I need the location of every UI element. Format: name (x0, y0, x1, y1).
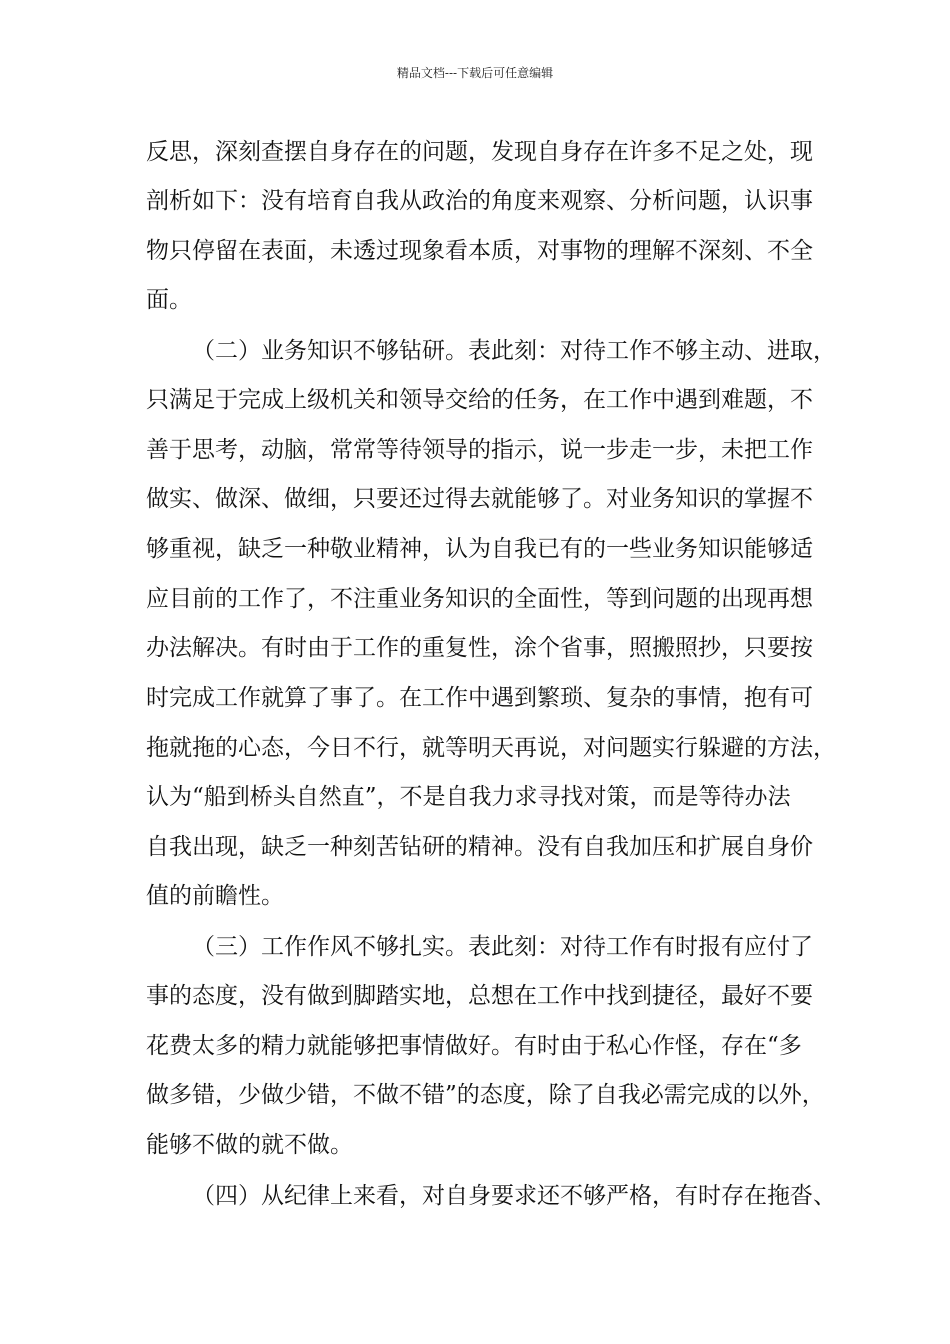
text-line: 办法解决。有时由于工作的重复性，涂个省事，照搬照抄，只要按 (146, 635, 813, 661)
text-line: 值的前瞻性。 (146, 883, 284, 909)
page-header: 精品文档---下载后可任意编辑 (396, 66, 554, 80)
text-line: 面。 (146, 287, 192, 313)
paragraph-start-line: （四）从纪律上来看，对自身要求还不够严格，有时存在拖沓、 (192, 1183, 836, 1209)
text-line: 事的态度，没有做到脚踏实地，总想在工作中找到捷径，最好不要 (146, 983, 813, 1009)
text-line: 做实、做深、做细，只要还过得去就能够了。对业务知识的掌握不 (146, 486, 813, 512)
text-line: 时完成工作就算了事了。在工作中遇到繁琐、复杂的事情，抱有可 (146, 685, 813, 711)
text-line: 善于思考，动脑，常常等待领导的指示，说一步走一步，未把工作 (146, 437, 813, 463)
text-line: 够重视，缺乏一种敬业精神，认为自我已有的一些业务知识能够适 (146, 536, 813, 562)
paragraph-start-line: （二）业务知识不够钻研。表此刻：对待工作不够主动、进取， (192, 338, 836, 364)
text-line: 花费太多的精力就能够把事情做好。有时由于私心作怪，存在“多 (146, 1033, 802, 1059)
text-line: 做多错，少做少错，不做不错”的态度，除了自我必需完成的以外， (146, 1082, 825, 1108)
text-line: 物只停留在表面，未透过现象看本质，对事物的理解不深刻、不全 (146, 238, 813, 264)
text-line: 剖析如下：没有培育自我从政治的角度来观察、分析问题，认识事 (146, 188, 813, 214)
text-line: 拖就拖的心态，今日不行，就等明天再说，对问题实行躲避的方法， (146, 735, 836, 761)
text-line: 能够不做的就不做。 (146, 1132, 353, 1158)
text-line: 只满足于完成上级机关和领导交给的任务，在工作中遇到难题，不 (146, 387, 813, 413)
text-line: 自我出现，缺乏一种刻苦钻研的精神。没有自我加压和扩展自身价 (146, 834, 813, 860)
text-line: 反思，深刻查摆自身存在的问题，发现自身存在许多不足之处，现 (146, 139, 813, 165)
paragraph-start-line: （三）工作作风不够扎实。表此刻：对待工作有时报有应付了 (192, 934, 813, 960)
text-line: 认为“船到桥头自然直”，不是自我力求寻找对策，而是等待办法 (146, 784, 791, 810)
text-line: 应目前的工作了，不注重业务知识的全面性，等到问题的出现再想 (146, 586, 813, 612)
